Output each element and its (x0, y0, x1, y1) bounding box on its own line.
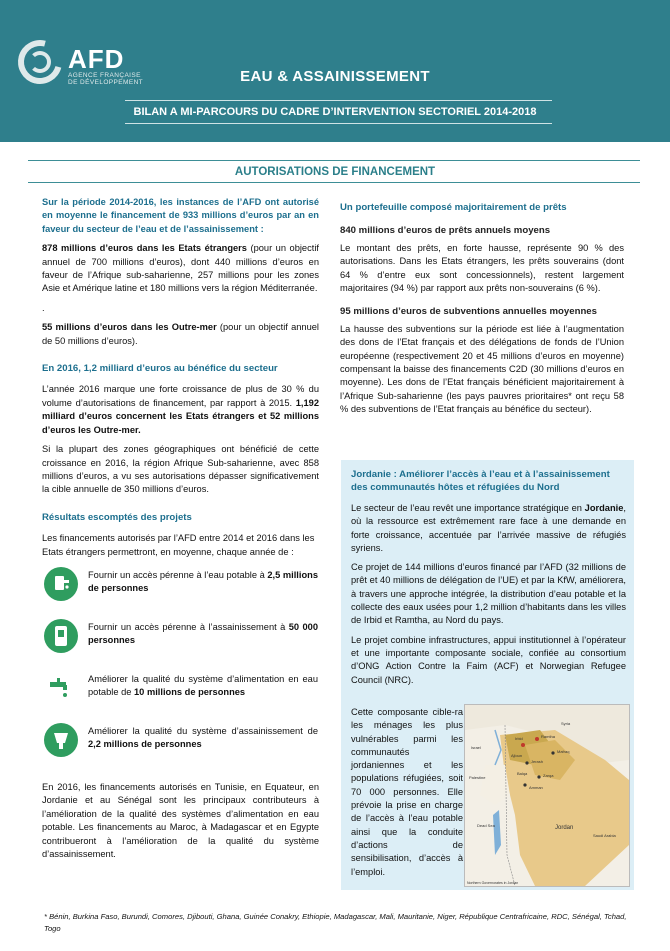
bold-text: Jordanie (584, 503, 624, 513)
bold-text: 2,5 millions de personnes (88, 569, 318, 594)
map-label: Israel (471, 745, 481, 750)
page-header (0, 0, 670, 142)
result-item (42, 721, 319, 769)
intro-paragraph: Sur la période 2014-2016, les instances de l’AFD ont autorisé en moyenne le financement de 933 millions d’euros par an en faveur du secteur de l’eau et de l’assainissement : (42, 197, 319, 234)
map-label: Balqa (517, 771, 528, 776)
text: Améliorer la qualité du système d’assainissement de (88, 725, 318, 736)
paragraph-results-intro: Les financements autorisés par l’AFD entre 2014 et 2016 dans les Etats étrangers permettront, en moyenne, chaque année de : (42, 533, 315, 557)
bold-text: 878 millions d’euros dans les Etats étrangers (42, 243, 247, 254)
section-title: AUTORISATIONS DE FINANCEMENT (234, 166, 436, 178)
bold-text: 50 000 personnes (88, 621, 318, 646)
paragraph-2016 (42, 383, 319, 437)
map-label: Zarqa (543, 773, 554, 778)
paragraph-2016-contributors: En 2016, les financements autorisés en Tunisie, en Equateur, en Jordanie et au Sénégal sont les principaux contributeurs à l’amélioration de la qualité des systèmes d’alimentation en eau potable. Les financements au Maroc, à Madagascar et en Egypte contribueront à l’amélioration de la qualité du système d’assainissement. (42, 781, 319, 859)
heading-loans: Un portefeuille composé majoritairement de prêts (340, 202, 567, 213)
box-paragraph (351, 502, 626, 555)
map-label: Syria (561, 721, 571, 726)
water-tap-icon (44, 567, 78, 601)
box-paragraph: Ce projet de 144 millions d’euros financé par l’AFD (32 millions de prêt et 40 millions de délégation de l’UE) et par la KfW, améliorera, à travers une approche intégrée, la distribution d’eau potable et la collecte des eaux usées pour 1,2 million d’habitants dans les villes de Irbid et Ramtha, au Nord du pays. (351, 562, 626, 626)
bold-text: 10 millions de personnes (134, 687, 246, 698)
result-text (88, 569, 318, 596)
result-item (42, 617, 319, 665)
paragraph-grants: La hausse des subventions sur la période est liée à l’augmentation des dons de l’Etat français et des délégations de fonds de l’Union européenne (respectivement 20 et 45 millions d’euros en moyenne) compensant la baisse des financements C2D (30 millions d’euros en moyenne). Les dons de l’Etat français bénéficient majoritairement à l’Afrique Sub-saharienne (les pays pauvres prioritaires* ont reçu 58 % des subventions de l’Etat français au bénéfice du secteur). (340, 323, 624, 415)
paragraph-loans: Le montant des prêts, en forte hausse, représente 90 % des autorisations. Dans les Etats étrangers, les prêts souverains (dont 64 % d’entre eux sont concessionnels), restent largement majoritaires (94 %) par rapport aux prêts non-souverains (6 %). (340, 242, 624, 294)
text: Améliorer la qualité du système d’alimentation en eau potable de (88, 673, 318, 698)
map-label: Saudi Arabia (593, 833, 616, 838)
bold-text: 2,2 millions de personnes (88, 739, 202, 750)
bold-text: 1,192 milliard d’euros concernent les Etats étrangers et 52 millions d’euros les Outre-mer. (42, 397, 319, 435)
page-title: EAU & ASSAINISSEMENT (240, 68, 430, 85)
footnote: * Bénin, Burkina Faso, Burundi, Comores, Djibouti, Ghana, Guinée Conakry, Ethiopie, Madagascar, Mali, Mauritanie, Niger, République Centrafricaine, RDC, Sénégal, Tchad, Togo (44, 912, 627, 933)
map-label: Dead Sea (477, 823, 495, 828)
text: L’année 2016 marque une forte croissance de plus de 30 % du volume d’autorisations de financement, par rapport à 2015. (42, 384, 319, 408)
paragraph-outre-mer (42, 321, 319, 348)
box-title: Jordanie : Améliorer l’accès à l’eau et à l’assainissement des communautés hôtes et réfugiées du Nord (351, 469, 610, 493)
text: Fournir un accès pérenne à l’eau potable à (88, 569, 268, 580)
sanitation-icon (44, 723, 78, 757)
map-graphic (465, 705, 629, 886)
jordan-case-box (341, 460, 634, 890)
heading-2016: En 2016, 1,2 milliard d’euros au bénéfice du secteur (42, 363, 278, 375)
result-text (88, 621, 318, 648)
afd-logo (18, 36, 144, 96)
map-caption: Northern Governorates in Jordan (467, 881, 519, 885)
map-label: Jordan (555, 825, 574, 831)
divider (125, 100, 552, 101)
map-label: Mafraq (557, 749, 570, 754)
map-label: Ramtha (541, 734, 556, 739)
logo-subtitle: AGENCE FRANÇAISE DE DÉVELOPPEMENT (68, 72, 144, 86)
box-body (351, 502, 626, 693)
heading-results: Résultats escomptés des projets (42, 511, 192, 523)
map-label: Palestine (469, 775, 486, 780)
divider (28, 160, 640, 161)
toilet-icon (44, 619, 78, 653)
jordan-map (464, 704, 630, 887)
divider (125, 123, 552, 124)
left-column (42, 196, 319, 867)
text: (pour un objectif annuel de 50 millions d’euros). (42, 322, 319, 346)
map-label: Ajloun (511, 753, 523, 758)
map-label: Jerash (531, 759, 544, 764)
faucet-icon (44, 671, 78, 705)
right-column (340, 201, 624, 423)
text: Le secteur de l’eau revêt une importance stratégique en (351, 503, 585, 513)
bold-text: 55 millions d’euros dans les Outre-mer (42, 322, 217, 333)
result-item (42, 565, 319, 613)
paragraph-regions: Si la plupart des zones géographiques ont bénéficié de cette croissance en 2016, la région Afrique Sub-saharienne, avec 858 millions d’euros, a vu ses autorisations dépasser significativement la cible annuelle de 350 millions d’euros. (42, 444, 319, 495)
dot: . (42, 302, 45, 313)
map-label: Amman (529, 785, 543, 790)
divider (28, 182, 640, 183)
text: , où la ressource est extrêmement rare face à une demande en forte croissance, accentuée par l’arrivée massive de réfugiés syriens. (351, 503, 626, 553)
logo-text: AFD (68, 44, 125, 74)
subheading-loans: 840 millions d’euros de prêts annuels moyens (340, 225, 551, 237)
result-text (88, 673, 318, 700)
result-item (42, 669, 319, 717)
page-subtitle: BILAN A MI-PARCOURS DU CADRE D’INTERVENTION SECTORIEL 2014-2018 (133, 106, 537, 118)
text: Fournir un accès pérenne à l’assainissement à (88, 621, 289, 632)
subheading-grants: 95 millions d’euros de subventions annuelles moyennes (340, 306, 597, 318)
paragraph-foreign-states (42, 242, 319, 296)
box-paragraph: Le projet combine infrastructures, appui institutionnel à l’opérateur et une importante composante sociale, confiée au consortium d’ONG Action Contre la Faim (ACF) et Norwegian Refugee Council (NRC). (351, 634, 626, 685)
text: (pour un objectif annuel de 700 millions d’euros), dont 440 millions d’euros en faveur de l’Afrique sub-saharienne, 257 millions pour les zones Asie et Amérique latine et 180 millions vers la région Méditerranée. (42, 243, 319, 294)
map-label: Irbid (515, 736, 523, 741)
result-text (88, 725, 318, 752)
box-paragraph: Cette composante cible-ra les ménages les plus vulnérables parmi les communautés jordaniennes et les populations réfugiées, soit 70 000 personnes. Elle prévoie la prise en charge de l’accès à l’eau potable ainsi que la conduite d’actions de sensibilisation, d’accès à l’emploi. (351, 707, 463, 877)
